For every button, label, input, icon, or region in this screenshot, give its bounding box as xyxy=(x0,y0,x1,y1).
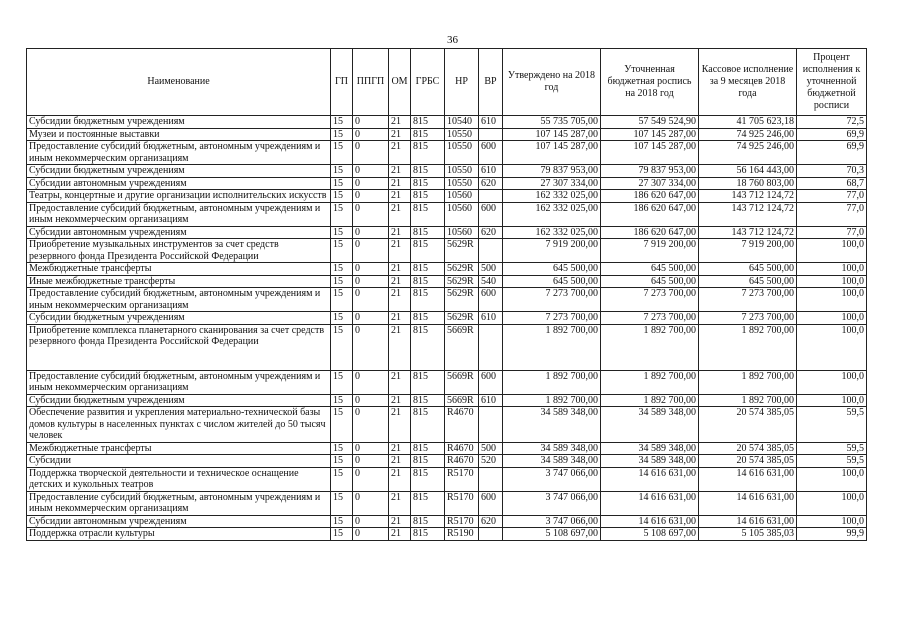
cell-ppgp: 0 xyxy=(353,116,389,129)
cell-vr: 500 xyxy=(479,263,503,276)
table-row xyxy=(27,190,867,203)
cell-percent: 100,0 xyxy=(797,515,867,528)
cell-nr: 10550 xyxy=(445,128,479,141)
cell-grbs: 815 xyxy=(411,312,445,325)
cell-grbs: 815 xyxy=(411,263,445,276)
cell-gp: 15 xyxy=(331,491,353,515)
cell-nr: 5629R xyxy=(445,312,479,325)
cell-ppgp: 0 xyxy=(353,515,389,528)
cell-cash: 1 892 700,00 xyxy=(699,370,797,394)
col-header-om: ОМ xyxy=(389,49,411,116)
cell-om: 21 xyxy=(389,455,411,468)
cell-ppgp: 0 xyxy=(353,275,389,288)
cell-om: 21 xyxy=(389,263,411,276)
table-row xyxy=(27,116,867,129)
cell-name: Межбюджетные трансферты xyxy=(27,442,331,455)
table-row xyxy=(27,467,867,491)
cell-grbs: 815 xyxy=(411,141,445,165)
cell-name: Субсидии автономным учреждениям xyxy=(27,226,331,239)
cell-grbs: 815 xyxy=(411,116,445,129)
cell-percent: 100,0 xyxy=(797,288,867,312)
cell-cash: 5 105 385,03 xyxy=(699,528,797,541)
cell-vr: 620 xyxy=(479,177,503,190)
table-row xyxy=(27,455,867,468)
col-header-ppgp: ППГП xyxy=(353,49,389,116)
cell-nr: 5669R xyxy=(445,394,479,407)
cell-percent: 100,0 xyxy=(797,324,867,370)
cell-om: 21 xyxy=(389,165,411,178)
cell-cash: 143 712 124,72 xyxy=(699,226,797,239)
cell-refined: 186 620 647,00 xyxy=(601,190,699,203)
cell-ppgp: 0 xyxy=(353,177,389,190)
table-row xyxy=(27,491,867,515)
cell-refined: 57 549 524,90 xyxy=(601,116,699,129)
cell-om: 21 xyxy=(389,288,411,312)
cell-nr: 10550 xyxy=(445,165,479,178)
cell-cash: 143 712 124,72 xyxy=(699,202,797,226)
cell-grbs: 815 xyxy=(411,515,445,528)
cell-gp: 15 xyxy=(331,190,353,203)
cell-om: 21 xyxy=(389,239,411,263)
cell-refined: 7 273 700,00 xyxy=(601,312,699,325)
cell-refined: 27 307 334,00 xyxy=(601,177,699,190)
cell-gp: 15 xyxy=(331,128,353,141)
cell-vr: 610 xyxy=(479,394,503,407)
cell-ppgp: 0 xyxy=(353,141,389,165)
cell-approved: 34 589 348,00 xyxy=(503,442,601,455)
cell-name: Приобретение комплекса планетарного сканирования за счет средств резервного фонда Президента Российской Федерации xyxy=(27,324,331,370)
cell-om: 21 xyxy=(389,128,411,141)
cell-percent: 59,5 xyxy=(797,407,867,443)
cell-vr: 610 xyxy=(479,165,503,178)
cell-vr: 600 xyxy=(479,370,503,394)
cell-refined: 645 500,00 xyxy=(601,275,699,288)
cell-refined: 5 108 697,00 xyxy=(601,528,699,541)
cell-nr: R5170 xyxy=(445,491,479,515)
cell-approved: 7 273 700,00 xyxy=(503,312,601,325)
cell-cash: 7 919 200,00 xyxy=(699,239,797,263)
cell-gp: 15 xyxy=(331,141,353,165)
cell-gp: 15 xyxy=(331,202,353,226)
cell-vr: 600 xyxy=(479,141,503,165)
cell-name: Музеи и постоянные выставки xyxy=(27,128,331,141)
cell-om: 21 xyxy=(389,275,411,288)
cell-approved: 1 892 700,00 xyxy=(503,394,601,407)
cell-gp: 15 xyxy=(331,394,353,407)
cell-percent: 77,0 xyxy=(797,202,867,226)
cell-grbs: 815 xyxy=(411,202,445,226)
cell-ppgp: 0 xyxy=(353,467,389,491)
cell-refined: 645 500,00 xyxy=(601,263,699,276)
cell-approved: 162 332 025,00 xyxy=(503,202,601,226)
cell-percent: 100,0 xyxy=(797,263,867,276)
cell-nr: 10540 xyxy=(445,116,479,129)
cell-om: 21 xyxy=(389,116,411,129)
cell-grbs: 815 xyxy=(411,165,445,178)
cell-gp: 15 xyxy=(331,312,353,325)
cell-ppgp: 0 xyxy=(353,491,389,515)
cell-approved: 5 108 697,00 xyxy=(503,528,601,541)
cell-grbs: 815 xyxy=(411,190,445,203)
table-row xyxy=(27,165,867,178)
cell-gp: 15 xyxy=(331,407,353,443)
cell-vr xyxy=(479,190,503,203)
table-row xyxy=(27,324,867,370)
cell-cash: 14 616 631,00 xyxy=(699,467,797,491)
cell-cash: 74 925 246,00 xyxy=(699,128,797,141)
cell-om: 21 xyxy=(389,515,411,528)
cell-vr: 620 xyxy=(479,226,503,239)
cell-gp: 15 xyxy=(331,442,353,455)
cell-gp: 15 xyxy=(331,263,353,276)
col-header-percent: Процент исполнения к уточненной бюджетной росписи xyxy=(797,49,867,116)
cell-gp: 15 xyxy=(331,515,353,528)
cell-ppgp: 0 xyxy=(353,370,389,394)
budget-table xyxy=(26,48,867,541)
cell-ppgp: 0 xyxy=(353,528,389,541)
cell-nr: 5629R xyxy=(445,263,479,276)
cell-percent: 72,5 xyxy=(797,116,867,129)
cell-approved: 34 589 348,00 xyxy=(503,455,601,468)
table-row xyxy=(27,202,867,226)
cell-percent: 100,0 xyxy=(797,394,867,407)
table-row xyxy=(27,128,867,141)
cell-name: Субсидии автономным учреждениям xyxy=(27,177,331,190)
cell-om: 21 xyxy=(389,202,411,226)
cell-nr: R4670 xyxy=(445,442,479,455)
cell-nr: 5629R xyxy=(445,275,479,288)
cell-ppgp: 0 xyxy=(353,239,389,263)
cell-grbs: 815 xyxy=(411,239,445,263)
cell-refined: 107 145 287,00 xyxy=(601,141,699,165)
cell-name: Субсидии бюджетным учреждениям xyxy=(27,116,331,129)
cell-refined: 14 616 631,00 xyxy=(601,515,699,528)
cell-cash: 645 500,00 xyxy=(699,263,797,276)
cell-approved: 1 892 700,00 xyxy=(503,370,601,394)
cell-refined: 14 616 631,00 xyxy=(601,491,699,515)
cell-cash: 41 705 623,18 xyxy=(699,116,797,129)
cell-grbs: 815 xyxy=(411,455,445,468)
cell-om: 21 xyxy=(389,407,411,443)
cell-percent: 59,5 xyxy=(797,442,867,455)
table-row xyxy=(27,177,867,190)
cell-gp: 15 xyxy=(331,528,353,541)
cell-vr xyxy=(479,528,503,541)
cell-nr: 10560 xyxy=(445,190,479,203)
cell-vr: 540 xyxy=(479,275,503,288)
cell-percent: 100,0 xyxy=(797,491,867,515)
cell-percent: 77,0 xyxy=(797,190,867,203)
cell-gp: 15 xyxy=(331,467,353,491)
cell-vr: 600 xyxy=(479,202,503,226)
cell-refined: 7 919 200,00 xyxy=(601,239,699,263)
cell-percent: 77,0 xyxy=(797,226,867,239)
cell-percent: 68,7 xyxy=(797,177,867,190)
cell-percent: 100,0 xyxy=(797,239,867,263)
table-row xyxy=(27,370,867,394)
col-header-refined: Уточненная бюджетная роспись на 2018 год xyxy=(601,49,699,116)
cell-approved: 34 589 348,00 xyxy=(503,407,601,443)
cell-name: Поддержка отрасли культуры xyxy=(27,528,331,541)
cell-ppgp: 0 xyxy=(353,226,389,239)
cell-name: Межбюджетные трансферты xyxy=(27,263,331,276)
cell-gp: 15 xyxy=(331,288,353,312)
cell-ppgp: 0 xyxy=(353,128,389,141)
cell-gp: 15 xyxy=(331,177,353,190)
cell-grbs: 815 xyxy=(411,275,445,288)
table-row xyxy=(27,288,867,312)
cell-om: 21 xyxy=(389,491,411,515)
cell-cash: 1 892 700,00 xyxy=(699,394,797,407)
cell-percent: 100,0 xyxy=(797,370,867,394)
cell-vr: 620 xyxy=(479,515,503,528)
cell-cash: 14 616 631,00 xyxy=(699,515,797,528)
cell-vr: 520 xyxy=(479,455,503,468)
cell-om: 21 xyxy=(389,312,411,325)
cell-om: 21 xyxy=(389,394,411,407)
cell-name: Субсидии автономным учреждениям xyxy=(27,515,331,528)
cell-grbs: 815 xyxy=(411,128,445,141)
cell-cash: 74 925 246,00 xyxy=(699,141,797,165)
table-row xyxy=(27,394,867,407)
cell-vr: 500 xyxy=(479,442,503,455)
table-row xyxy=(27,528,867,541)
cell-name: Предоставление субсидий бюджетным, автономным учреждениям и иным некоммерческим организациям xyxy=(27,141,331,165)
table-row xyxy=(27,239,867,263)
cell-cash: 645 500,00 xyxy=(699,275,797,288)
cell-gp: 15 xyxy=(331,165,353,178)
cell-grbs: 815 xyxy=(411,288,445,312)
cell-vr: 600 xyxy=(479,491,503,515)
cell-grbs: 815 xyxy=(411,394,445,407)
cell-refined: 34 589 348,00 xyxy=(601,455,699,468)
cell-cash: 18 760 803,00 xyxy=(699,177,797,190)
cell-grbs: 815 xyxy=(411,370,445,394)
cell-gp: 15 xyxy=(331,239,353,263)
cell-percent: 100,0 xyxy=(797,312,867,325)
cell-cash: 20 574 385,05 xyxy=(699,407,797,443)
cell-om: 21 xyxy=(389,442,411,455)
table-row xyxy=(27,312,867,325)
cell-refined: 34 589 348,00 xyxy=(601,407,699,443)
cell-vr xyxy=(479,128,503,141)
table-row xyxy=(27,263,867,276)
cell-percent: 100,0 xyxy=(797,275,867,288)
cell-om: 21 xyxy=(389,324,411,370)
cell-approved: 79 837 953,00 xyxy=(503,165,601,178)
cell-gp: 15 xyxy=(331,370,353,394)
cell-grbs: 815 xyxy=(411,467,445,491)
cell-percent: 59,5 xyxy=(797,455,867,468)
table-row xyxy=(27,515,867,528)
cell-grbs: 815 xyxy=(411,528,445,541)
cell-refined: 1 892 700,00 xyxy=(601,394,699,407)
cell-om: 21 xyxy=(389,177,411,190)
cell-ppgp: 0 xyxy=(353,312,389,325)
cell-nr: 10560 xyxy=(445,202,479,226)
cell-grbs: 815 xyxy=(411,177,445,190)
cell-vr xyxy=(479,239,503,263)
cell-name: Субсидии бюджетным учреждениям xyxy=(27,312,331,325)
cell-nr: R4670 xyxy=(445,455,479,468)
cell-gp: 15 xyxy=(331,324,353,370)
cell-name: Предоставление субсидий бюджетным, автономным учреждениям и иным некоммерческим организациям xyxy=(27,370,331,394)
cell-refined: 107 145 287,00 xyxy=(601,128,699,141)
cell-percent: 69,9 xyxy=(797,141,867,165)
table-row xyxy=(27,141,867,165)
table-header-row xyxy=(27,49,867,116)
cell-nr: 5629R xyxy=(445,239,479,263)
cell-gp: 15 xyxy=(331,275,353,288)
cell-refined: 186 620 647,00 xyxy=(601,226,699,239)
cell-refined: 1 892 700,00 xyxy=(601,324,699,370)
cell-om: 21 xyxy=(389,190,411,203)
cell-approved: 27 307 334,00 xyxy=(503,177,601,190)
cell-om: 21 xyxy=(389,528,411,541)
cell-name: Предоставление субсидий бюджетным, автономным учреждениям и иным некоммерческим организациям xyxy=(27,202,331,226)
cell-nr: 5629R xyxy=(445,288,479,312)
cell-refined: 1 892 700,00 xyxy=(601,370,699,394)
cell-gp: 15 xyxy=(331,455,353,468)
cell-nr: 5669R xyxy=(445,370,479,394)
cell-approved: 162 332 025,00 xyxy=(503,190,601,203)
col-header-approved: Утверждено на 2018 год xyxy=(503,49,601,116)
cell-name: Субсидии бюджетным учреждениям xyxy=(27,394,331,407)
cell-grbs: 815 xyxy=(411,324,445,370)
cell-approved: 7 273 700,00 xyxy=(503,288,601,312)
cell-refined: 186 620 647,00 xyxy=(601,202,699,226)
cell-approved: 3 747 066,00 xyxy=(503,515,601,528)
page-number: 36 xyxy=(447,34,458,46)
cell-percent: 70,3 xyxy=(797,165,867,178)
cell-nr: 10550 xyxy=(445,177,479,190)
cell-vr: 600 xyxy=(479,288,503,312)
cell-gp: 15 xyxy=(331,226,353,239)
cell-vr xyxy=(479,407,503,443)
cell-cash: 7 273 700,00 xyxy=(699,288,797,312)
cell-name: Субсидии бюджетным учреждениям xyxy=(27,165,331,178)
cell-cash: 1 892 700,00 xyxy=(699,324,797,370)
cell-ppgp: 0 xyxy=(353,455,389,468)
col-header-grbs: ГРБС xyxy=(411,49,445,116)
cell-cash: 20 574 385,05 xyxy=(699,455,797,468)
cell-approved: 645 500,00 xyxy=(503,275,601,288)
cell-cash: 143 712 124,72 xyxy=(699,190,797,203)
cell-approved: 645 500,00 xyxy=(503,263,601,276)
cell-percent: 99,9 xyxy=(797,528,867,541)
cell-nr: R4670 xyxy=(445,407,479,443)
cell-gp: 15 xyxy=(331,116,353,129)
cell-nr: R5170 xyxy=(445,467,479,491)
table-row xyxy=(27,407,867,443)
cell-vr: 610 xyxy=(479,116,503,129)
cell-cash: 14 616 631,00 xyxy=(699,491,797,515)
cell-name: Театры, концертные и другие организации исполнительских искусств xyxy=(27,190,331,203)
cell-grbs: 815 xyxy=(411,407,445,443)
table-row xyxy=(27,275,867,288)
cell-ppgp: 0 xyxy=(353,324,389,370)
table-row xyxy=(27,442,867,455)
cell-om: 21 xyxy=(389,467,411,491)
cell-cash: 56 164 443,00 xyxy=(699,165,797,178)
col-header-vr: ВР xyxy=(479,49,503,116)
cell-vr xyxy=(479,324,503,370)
cell-ppgp: 0 xyxy=(353,263,389,276)
cell-name: Обеспечение развития и укрепления материально-технической базы домов культуры в населенных пунктах с числом жителей до 50 тысяч человек xyxy=(27,407,331,443)
cell-ppgp: 0 xyxy=(353,202,389,226)
cell-nr: 10560 xyxy=(445,226,479,239)
cell-percent: 69,9 xyxy=(797,128,867,141)
cell-approved: 55 735 705,00 xyxy=(503,116,601,129)
cell-approved: 3 747 066,00 xyxy=(503,467,601,491)
cell-name: Иные межбюджетные трансферты xyxy=(27,275,331,288)
col-header-name: Наименование xyxy=(27,49,331,116)
cell-nr: R5170 xyxy=(445,515,479,528)
cell-refined: 14 616 631,00 xyxy=(601,467,699,491)
cell-name: Предоставление субсидий бюджетным, автономным учреждениям и иным некоммерческим организациям xyxy=(27,491,331,515)
cell-vr xyxy=(479,467,503,491)
cell-approved: 1 892 700,00 xyxy=(503,324,601,370)
cell-vr: 610 xyxy=(479,312,503,325)
cell-grbs: 815 xyxy=(411,491,445,515)
cell-approved: 107 145 287,00 xyxy=(503,141,601,165)
cell-percent: 100,0 xyxy=(797,467,867,491)
cell-cash: 20 574 385,05 xyxy=(699,442,797,455)
cell-approved: 3 747 066,00 xyxy=(503,491,601,515)
cell-om: 21 xyxy=(389,370,411,394)
col-header-nr: НР xyxy=(445,49,479,116)
cell-ppgp: 0 xyxy=(353,394,389,407)
cell-grbs: 815 xyxy=(411,226,445,239)
cell-ppgp: 0 xyxy=(353,442,389,455)
table-row xyxy=(27,226,867,239)
cell-om: 21 xyxy=(389,141,411,165)
cell-name: Поддержка творческой деятельности и техническое оснащение детских и кукольных театров xyxy=(27,467,331,491)
cell-om: 21 xyxy=(389,226,411,239)
cell-ppgp: 0 xyxy=(353,288,389,312)
cell-refined: 34 589 348,00 xyxy=(601,442,699,455)
cell-approved: 7 919 200,00 xyxy=(503,239,601,263)
col-header-cash: Кассовое исполнение за 9 месяцев 2018 года xyxy=(699,49,797,116)
cell-name: Субсидии xyxy=(27,455,331,468)
cell-approved: 162 332 025,00 xyxy=(503,226,601,239)
cell-nr: R5190 xyxy=(445,528,479,541)
cell-nr: 10550 xyxy=(445,141,479,165)
col-header-gp: ГП xyxy=(331,49,353,116)
cell-ppgp: 0 xyxy=(353,165,389,178)
cell-ppgp: 0 xyxy=(353,190,389,203)
cell-refined: 79 837 953,00 xyxy=(601,165,699,178)
cell-cash: 7 273 700,00 xyxy=(699,312,797,325)
cell-name: Приобретение музыкальных инструментов за счет средств резервного фонда Президента Российской Федерации xyxy=(27,239,331,263)
cell-approved: 107 145 287,00 xyxy=(503,128,601,141)
cell-name: Предоставление субсидий бюджетным, автономным учреждениям и иным некоммерческим организациям xyxy=(27,288,331,312)
cell-nr: 5669R xyxy=(445,324,479,370)
cell-grbs: 815 xyxy=(411,442,445,455)
cell-ppgp: 0 xyxy=(353,407,389,443)
cell-refined: 7 273 700,00 xyxy=(601,288,699,312)
